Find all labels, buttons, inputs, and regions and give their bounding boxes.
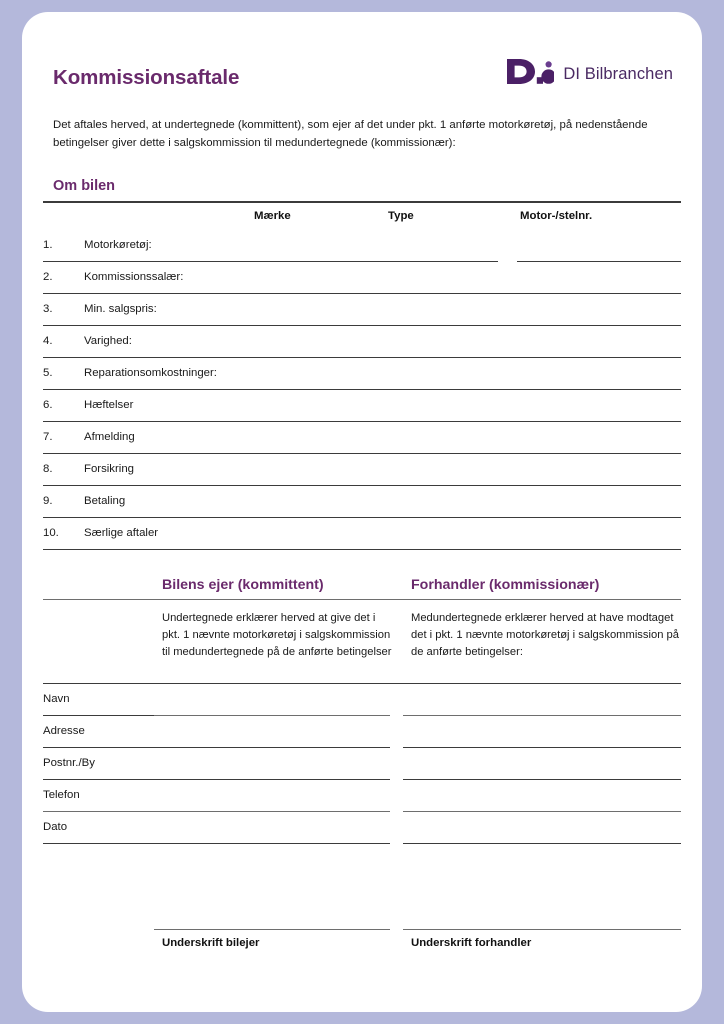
party-heading-dealer: Forhandler (kommissionær) (411, 577, 600, 593)
signature-label-dealer: Underskrift forhandler (411, 937, 532, 949)
input-line-postnr-dealer[interactable] (403, 779, 681, 780)
input-line-row10[interactable] (43, 549, 681, 550)
input-line-row1-maerke[interactable] (43, 261, 391, 262)
input-line-telefon-dealer[interactable] (403, 811, 681, 812)
input-line-adresse-owner[interactable] (154, 747, 390, 748)
party-declaration-dealer: Medundertegnede erklærer herved at have modtaget det i pkt. 1 nævnte motorkøretøj i salgskommission på de anførte betingelser: (411, 612, 679, 659)
field-label-dato: Dato (43, 821, 68, 833)
input-line-row4[interactable] (43, 357, 681, 358)
row-label-kommissionssalaer: Kommissionssalær: (84, 271, 184, 283)
field-label-adresse: Adresse (43, 725, 85, 737)
intro-paragraph: Det aftales herved, at undertegnede (kommittent), som ejer af det under pkt. 1 anførte motorkøretøj, på nedenstående betingelser giver dette i salgskommission til medundertegnede (kommissionær): (53, 119, 648, 150)
input-line-navn-owner[interactable] (154, 715, 390, 716)
field-label-telefon: Telefon (43, 789, 80, 801)
input-line-adresse-dealer[interactable] (403, 747, 681, 748)
row-label-saerlige-aftaler: Særlige aftaler (84, 527, 159, 539)
row-number-1: 1. (43, 239, 53, 251)
row-label-betaling: Betaling (84, 495, 126, 507)
field-line-adresse-left[interactable] (43, 747, 161, 748)
row-label-forsikring: Forsikring (84, 463, 135, 475)
row-number-2: 2. (43, 271, 53, 283)
brand-name: DI Bilbranchen (563, 64, 673, 83)
row-number-6: 6. (43, 399, 53, 411)
row-number-8: 8. (43, 463, 53, 475)
input-line-row8[interactable] (43, 485, 681, 486)
row-number-7: 7. (43, 431, 53, 443)
input-line-dato-owner[interactable] (154, 843, 390, 844)
field-line-postnr-left[interactable] (43, 779, 161, 780)
field-line-telefon-left[interactable] (43, 811, 161, 812)
input-line-row6[interactable] (43, 421, 681, 422)
document-sheet (22, 12, 702, 1012)
input-line-row2[interactable] (43, 293, 681, 294)
row-label-reparationsomkostninger: Reparationsomkostninger: (84, 367, 217, 379)
row-label-afmelding: Afmelding (84, 431, 135, 443)
page-title: Kommissionsaftale (53, 66, 240, 89)
document-body (22, 12, 702, 1012)
signature-line-owner[interactable] (154, 929, 390, 930)
row-label-motorkoeretoej: Motorkøretøj: (84, 239, 152, 251)
field-line-dato-left[interactable] (43, 843, 161, 844)
section-heading-om-bilen: Om bilen (53, 178, 116, 194)
field-line-navn-left[interactable] (43, 715, 161, 716)
field-label-navn: Navn (43, 693, 70, 705)
row-number-3: 3. (43, 303, 53, 315)
row-number-5: 5. (43, 367, 53, 379)
column-header-maerke: Mærke (254, 210, 291, 222)
row-number-10: 10. (43, 527, 59, 539)
di-logo-icon (506, 58, 554, 90)
input-line-row1-type[interactable] (386, 261, 498, 262)
input-line-navn-dealer[interactable] (403, 715, 681, 716)
input-line-row3[interactable] (43, 325, 681, 326)
document-header (53, 52, 673, 108)
divider-fields-top (43, 683, 681, 684)
input-line-row7[interactable] (43, 453, 681, 454)
input-line-dato-dealer[interactable] (403, 843, 681, 844)
signature-line-dealer[interactable] (403, 929, 681, 930)
divider-om-bilen (43, 201, 681, 203)
row-label-min-salgspris: Min. salgspris: (84, 303, 157, 315)
row-number-9: 9. (43, 495, 53, 507)
field-label-postnr-by: Postnr./By (43, 757, 95, 769)
row-label-varighed: Varighed: (84, 335, 132, 347)
column-header-type: Type (388, 210, 414, 222)
party-declaration-owner: Undertegnede erklærer herved at give det i pkt. 1 nævnte motorkøretøj i salgskommission til medundertegnede på de anførte betingelser (162, 612, 392, 659)
input-line-row9[interactable] (43, 517, 681, 518)
row-label-haeftelser: Hæftelser (84, 399, 134, 411)
party-heading-owner: Bilens ejer (kommittent) (162, 577, 324, 593)
brand-logo (506, 58, 673, 90)
signature-label-owner: Underskrift bilejer (162, 937, 260, 949)
input-line-row5[interactable] (43, 389, 681, 390)
column-header-motor-stelnr: Motor-/stelnr. (520, 210, 593, 222)
input-line-postnr-owner[interactable] (154, 779, 390, 780)
row-number-4: 4. (43, 335, 53, 347)
input-line-row1-motorstelnr[interactable] (517, 261, 681, 262)
input-line-telefon-owner[interactable] (154, 811, 390, 812)
divider-parties-header (43, 599, 681, 600)
